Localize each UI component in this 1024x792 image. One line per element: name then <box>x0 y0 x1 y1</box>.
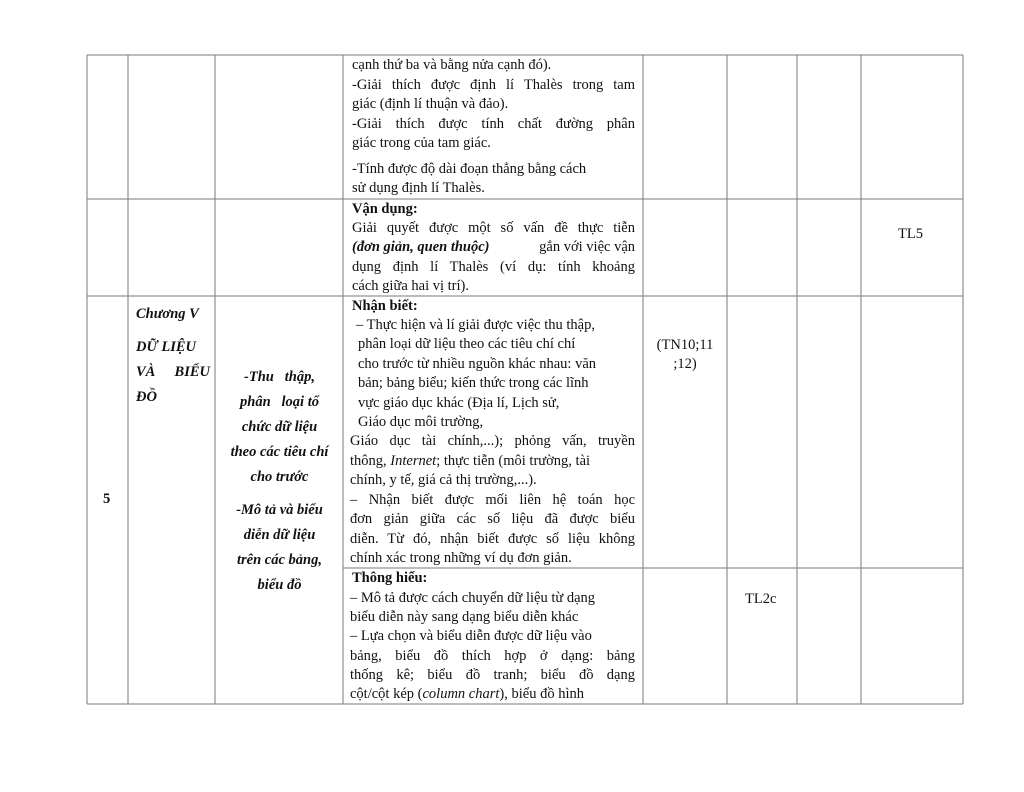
text-line <box>350 452 635 471</box>
row-number: 5 <box>103 491 111 507</box>
internet-term: Internet <box>390 453 437 469</box>
text-line <box>350 685 635 704</box>
text-fragment: cột/cột kép ( <box>350 686 423 702</box>
text-line: cho trước từ nhiều nguồn khác nhau: văn <box>358 356 597 372</box>
vandung-heading: Vận dụng: <box>352 201 418 217</box>
question-code: TL5 <box>898 226 923 242</box>
text-line: – Thực hiện và lí giải được việc thu thập, <box>356 317 595 333</box>
text-line: cách giữa hai vị trí). <box>352 278 469 294</box>
content-line: theo các tiêu chí <box>230 444 329 460</box>
text-fragment: ), biểu đồ hình <box>499 686 584 702</box>
text-line: -Tính được độ dài đoạn thẳng bằng cách <box>352 161 587 177</box>
text-line: giác trong của tam giác. <box>352 135 491 151</box>
text-line: sử dụng định lí Thalès. <box>352 180 485 196</box>
text-line: bản; bảng biểu; kiến thức trong các lĩnh <box>358 375 589 391</box>
text-line: Giáo dục môi trường, <box>358 414 484 430</box>
chapter-line: DỮ LIỆU <box>136 339 196 355</box>
text-line: giác (định lí thuận và đảo). <box>352 96 509 112</box>
text-line: Giáo dục tài chính,...); phỏng vấn, truyền <box>350 433 635 449</box>
content-line: chức dữ liệu <box>241 419 318 435</box>
text-line: thống kê; biểu đồ tranh; biểu đồ dạng <box>350 667 635 683</box>
nhanbiet-heading: Nhận biết: <box>352 298 418 314</box>
text-line: bảng, biểu đồ thích hợp ở dạng: bảng <box>350 648 635 664</box>
text-line: -Giải thích được định lí Thalès trong tam <box>352 77 635 93</box>
content-line: -Mô tả và biểu <box>236 502 323 518</box>
chapter-line: ĐỒ <box>136 389 157 405</box>
question-code: ;12) <box>673 356 697 372</box>
question-code: TL2c <box>745 591 777 607</box>
text-line: -Giải thích được tính chất đường phân <box>352 116 635 132</box>
question-code: (TN10;11 <box>656 337 714 353</box>
text-line: – Lựa chọn và biểu diễn được dữ liệu vào <box>350 628 592 644</box>
text-line: phân loại dữ liệu theo các tiêu chí chí <box>358 336 576 352</box>
text-fragment: thông, <box>350 453 391 469</box>
content-line: trên các bảng, <box>237 552 322 568</box>
italic-phrase: (đơn giản, quen thuộc) <box>352 239 490 255</box>
content-line: diễn dữ liệu <box>243 527 316 543</box>
italic-term: column chart <box>422 686 500 702</box>
text-line: dụng định lí Thalès (ví dụ: tính khoảng <box>352 259 635 275</box>
text-line: biểu diễn này sang dạng biểu diễn khác <box>350 609 579 625</box>
text-line: vực giáo dục khác (Địa lí, Lịch sử, <box>358 395 560 411</box>
content-line: phân loại tổ <box>240 394 319 410</box>
text-line: cạnh thứ ba và bằng nửa cạnh đó). <box>352 57 552 73</box>
chapter-line: VÀ BIỂU <box>136 364 210 380</box>
text-line: chính xác trong những ví dụ đơn giản. <box>350 550 572 566</box>
content-line: cho trước <box>250 469 309 485</box>
text-line: Giải quyết được một số vấn đề thực tiễn <box>352 220 635 236</box>
text-line <box>352 238 635 257</box>
text-line: đơn giản giữa các số liệu đã được biểu <box>350 511 635 527</box>
text-line: chính, y tế, giá cả thị trường,...). <box>350 472 537 488</box>
content-line: -Thu thập, <box>244 369 315 385</box>
text-line: diễn. Từ đó, nhận biết được số liệu không <box>350 531 635 547</box>
chapter-line: Chương V <box>136 306 199 322</box>
text-fragment: gắn với việc vận <box>539 239 635 255</box>
thonghieu-heading: Thông hiểu: <box>352 570 428 586</box>
content-line: biểu đồ <box>257 577 302 593</box>
text-fragment: ; thực tiễn (môi trường, tài <box>436 453 591 469</box>
text-line: – Mô tả được cách chuyển dữ liệu từ dạng <box>350 590 596 606</box>
text-line: – Nhận biết được mối liên hệ toán học <box>350 492 635 508</box>
